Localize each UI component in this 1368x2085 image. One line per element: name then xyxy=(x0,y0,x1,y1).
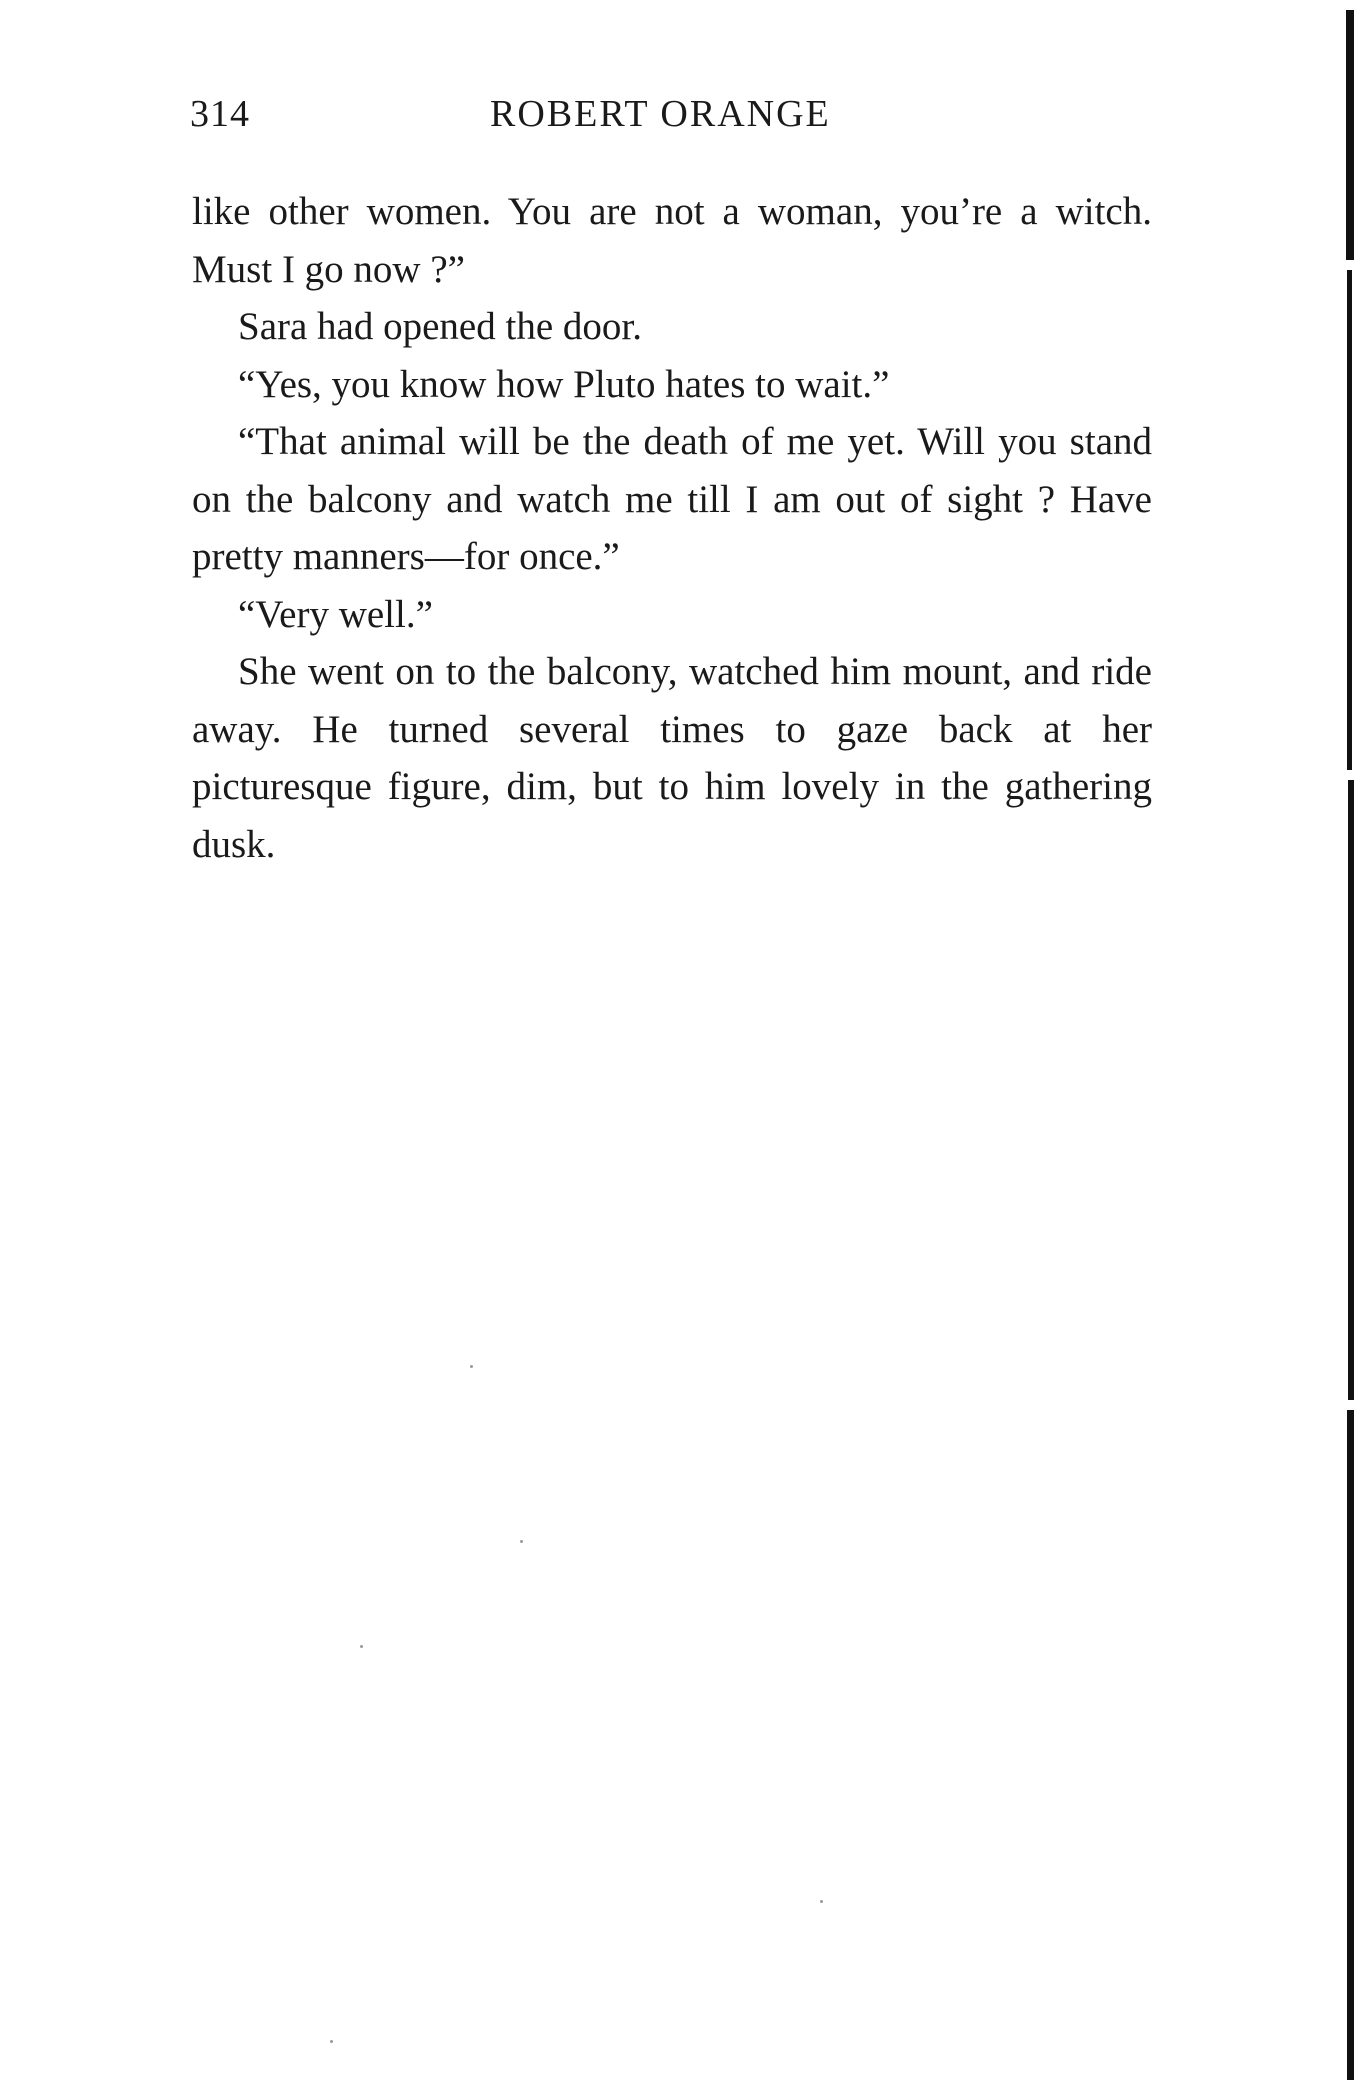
paragraph: “Yes, you know how Pluto hates to wait.” xyxy=(238,362,890,406)
paper-speck xyxy=(470,1365,473,1368)
binding-edge-mark xyxy=(1347,1410,1354,2080)
binding-edge-mark xyxy=(1346,10,1354,260)
paragraph: “Very well.” xyxy=(238,592,433,636)
paragraph: She went on to the balcony, watched him mount, and ride away. He turned several times to gaze back at her picturesque figure, dim, but to him lovely in the gathering dusk. xyxy=(192,650,1152,866)
paragraph: “That animal will be the death of me yet. Will you stand on the balcony and watch me till I am out of sight ? Have pretty manners—for once.” xyxy=(192,420,1152,578)
paper-speck xyxy=(820,1900,823,1903)
paragraph-continued: like other women. You are not a woman, you’re a witch. Must I go now ?” xyxy=(192,190,1152,291)
paper-speck xyxy=(360,1645,363,1648)
paragraph: Sara had opened the door. xyxy=(238,305,642,348)
page-header xyxy=(190,92,1150,152)
page-number: 314 xyxy=(190,93,250,135)
paper-speck xyxy=(330,2040,333,2043)
binding-edge xyxy=(1340,0,1368,2085)
body-text xyxy=(192,183,1152,873)
binding-edge-mark xyxy=(1348,780,1354,1400)
paper-speck xyxy=(520,1540,523,1543)
running-title: ROBERT ORANGE xyxy=(490,93,831,135)
binding-edge-mark xyxy=(1347,270,1352,770)
